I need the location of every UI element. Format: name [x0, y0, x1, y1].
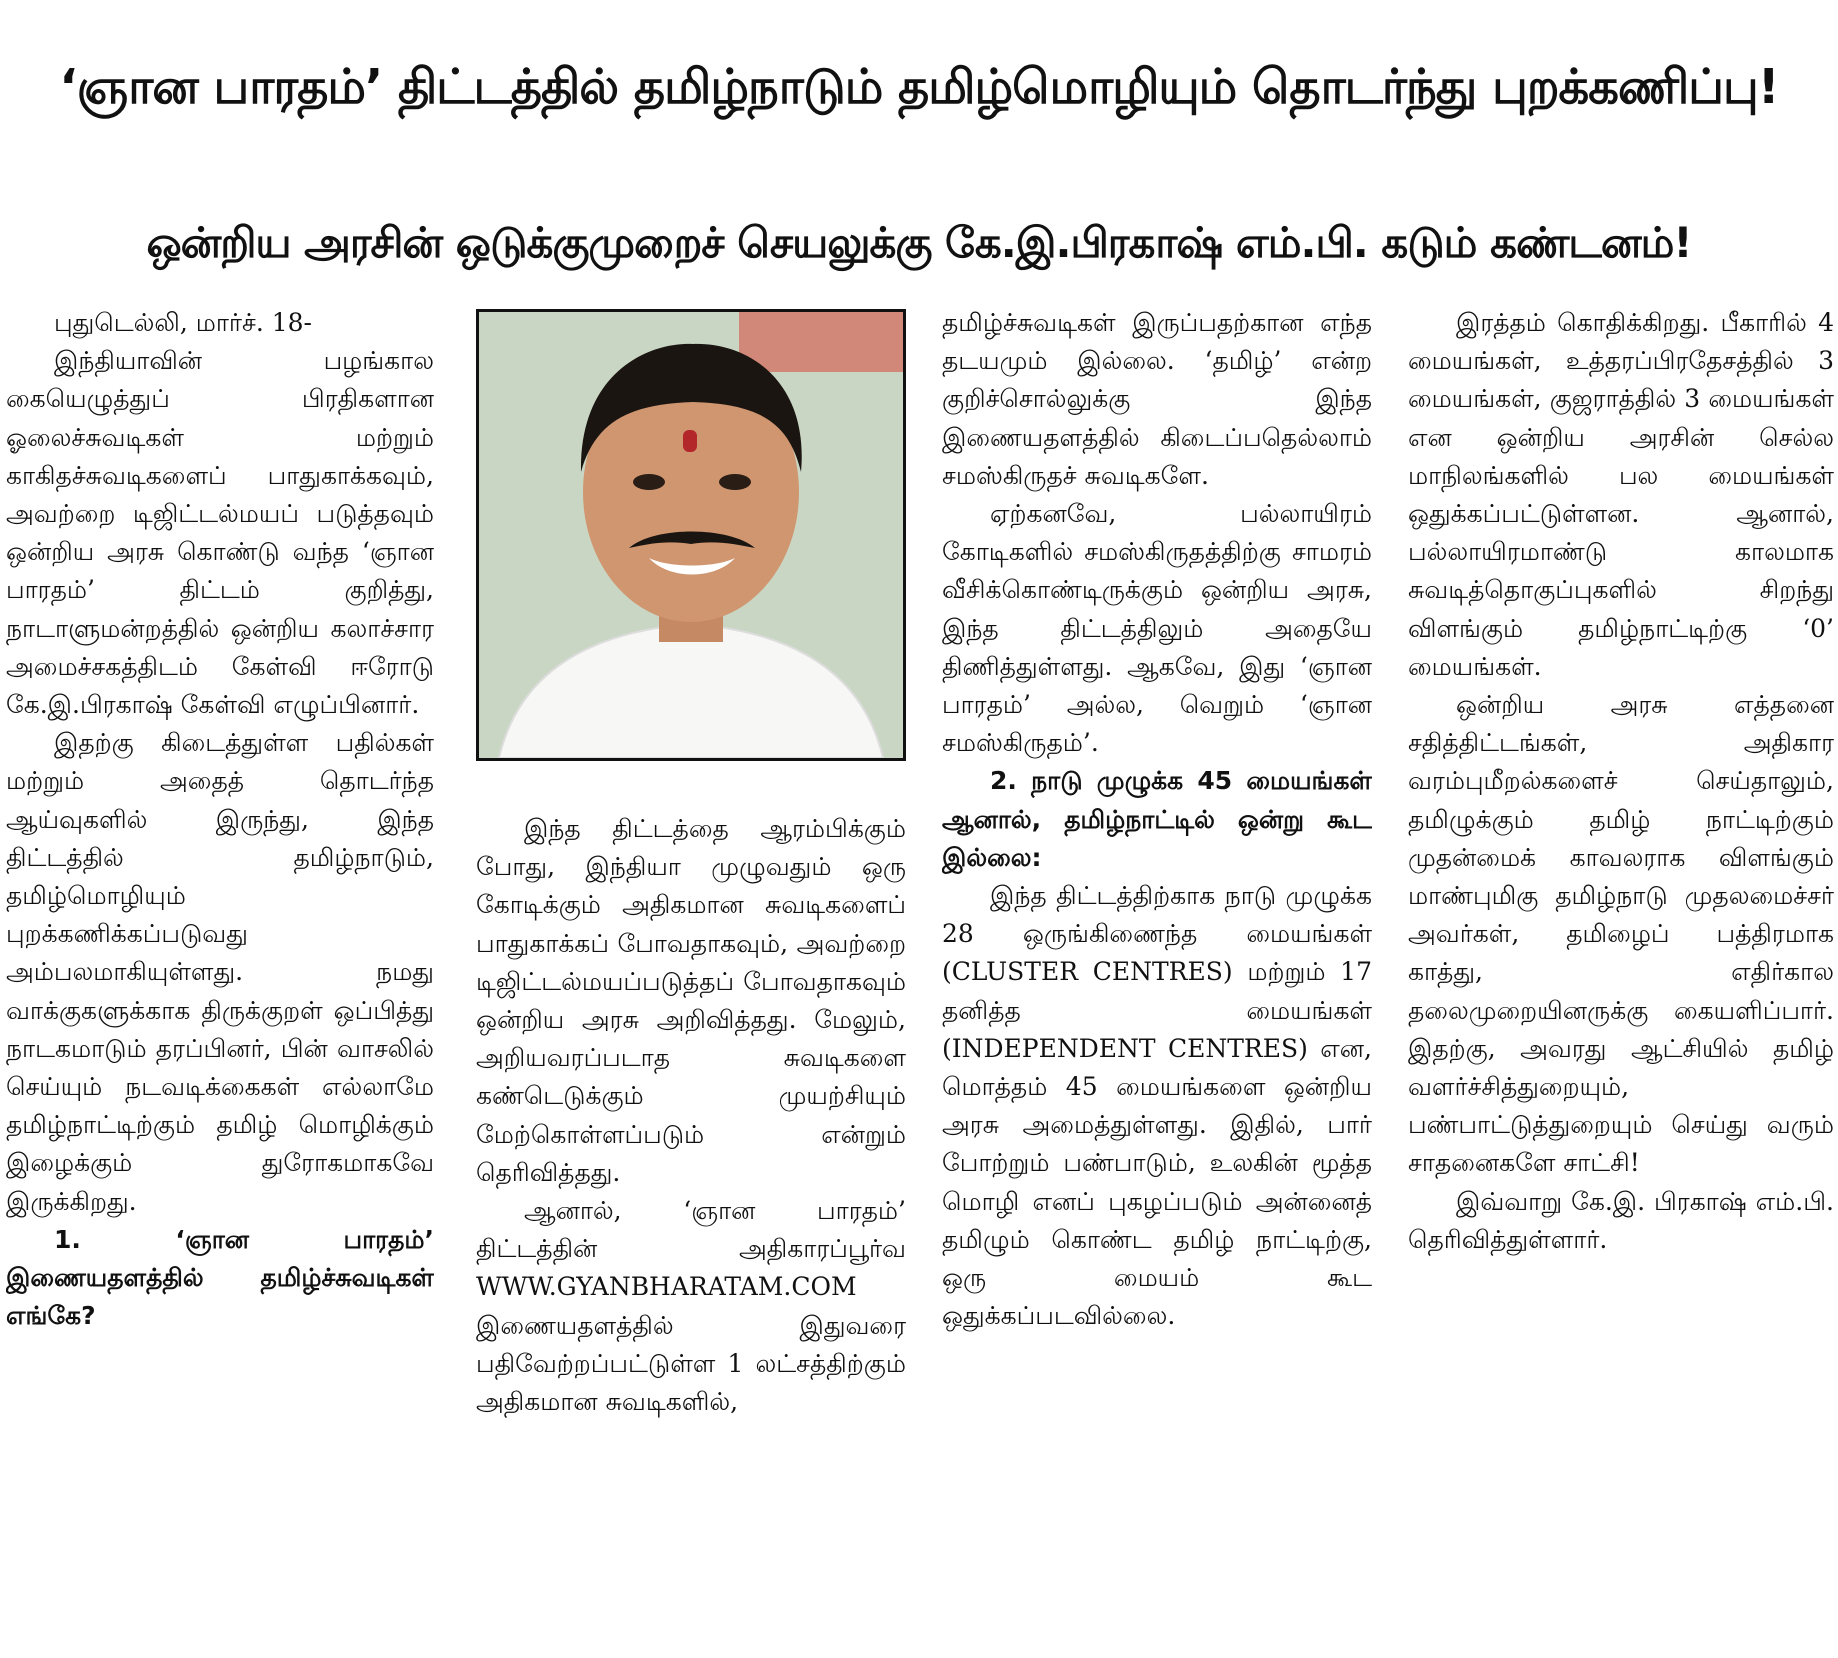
headline: ‘ஞான பாரதம்’ திட்டத்தில் தமிழ்நாடும் தமிழ்மொழியும் தொடர்ந்து புறக்கணிப்பு! — [59, 59, 1779, 115]
paragraph: தமிழ்ச்சுவடிகள் இருப்பதற்கான எந்த தடயமும் இல்லை. ‘தமிழ்’ என்ற குறிச்சொல்லுக்கு இந்த இணையதளத்தில் கிடைப்பதெல்லாம் சமஸ்கிருதச் சுவடிகளே. — [942, 308, 1372, 490]
section-heading: 2. நாடு முழுக்க 45 மையங்கள் ஆனால், தமிழ்நாட்டில் ஒன்று கூட இல்லை: — [942, 766, 1372, 872]
article-column-1 — [6, 304, 434, 1650]
paragraph: இந்த திட்டத்தை ஆரம்பிக்கும் போது, இந்தியா முழுவதும் ஒரு கோடிக்கும் அதிகமான சுவடிகளைப் பாதுகாக்கப் போவதாகவும், அவற்றை டிஜிட்டல்மயப்படுத்தப் போவதாகவும் ஒன்றிய அரசு அறிவித்தது. மேலும், அறியவரப்படாத சுவடிகளை கண்டெடுக்கும் முயற்சியும் மேற்கொள்ளப்படும் என்றும் தெரிவித்தது. — [476, 814, 906, 1187]
paragraph: ஏற்கனவே, பல்லாயிரம் கோடிகளில் சமஸ்கிருதத்திற்கு சாமரம் வீசிக்கொண்டிருக்கும் ஒன்றிய அரசு, இந்த திட்டத்திலும் அதையே திணித்துள்ளது. ஆகவே, இது ‘ஞான பாரதம்’ அல்ல, வெறும் ‘ஞான சமஸ்கிருதம்’. — [942, 499, 1372, 758]
portrait-photo-icon — [479, 312, 903, 758]
section-heading: 1. ‘ஞான பாரதம்’ இணையதளத்தில் தமிழ்ச்சுவடிகள் எங்கே? — [6, 1224, 434, 1331]
paragraph: இதற்கு கிடைத்துள்ள பதில்கள் மற்றும் அதைத் தொடர்ந்த ஆய்வுகளில் இருந்து, இந்த திட்டத்தில் தமிழ்நாடும், தமிழ்மொழியும் புறக்கணிக்கப்படுவது அம்பலமாகியுள்ளது. நமது வாக்குகளுக்காக திருக்குறள் ஒப்பித்து நாடகமாடும் தரப்பினர், பின் வாசலில் செய்யும் நடவடிக்கைகள் எல்லாமே தமிழ்நாட்டிற்கும் தமிழ் மொழிக்கும் இழைக்கும் துரோகமாகவே இருக்கிறது. — [6, 728, 434, 1216]
article-column-3 — [942, 304, 1372, 1650]
article-column-4 — [1408, 304, 1834, 1650]
paragraph: ஆனால், ‘ஞான பாரதம்’ திட்டத்தின் அதிகாரப்பூர்வ WWW.GYANBHARATAM.COM இணையதளத்தில் இதுவரை பதிவேற்றப்பட்டுள்ள 1 லட்சத்திற்கும் அதிகமான சுவடிகளில், — [476, 1196, 906, 1417]
subheadline: ஒன்றிய அரசின் ஒடுக்குமுறைச் செயலுக்கு கே.இ.பிரகாஷ் எம்.பி. கடும் கண்டனம்! — [146, 217, 1692, 267]
paragraph: ஒன்றிய அரசு எத்தனை சதித்திட்டங்கள், அதிகார வரம்புமீறல்களைச் செய்தாலும், தமிழுக்கும் தமிழ் நாட்டிற்கும் முதன்மைக் காவலராக விளங்கும் மாண்புமிகு தமிழ்நாடு முதலமைச்சர் அவர்கள், தமிழைப் பத்திரமாக காத்து, எதிர்கால தலைமுறையினருக்கு கையளிப்பார். இதற்கு, அவரது ஆட்சியில் தமிழ் வளர்ச்சித்துறையும், பண்பாட்டுத்துறையும் செய்து வரும் சாதனைகளே சாட்சி! — [1408, 690, 1834, 1178]
paragraph: இவ்வாறு கே.இ. பிரகாஷ் எம்.பி. தெரிவித்துள்ளார். — [1408, 1186, 1834, 1254]
article-column-2 — [476, 810, 906, 1650]
portrait-photo — [476, 309, 906, 761]
dateline: புதுடெல்லி, மார்ச். 18- — [54, 308, 312, 337]
paragraph: இந்தியாவின் பழங்கால கையெழுத்துப் பிரதிகளான ஓலைச்சுவடிகள் மற்றும் காகிதச்சுவடிகளைப் பாதுகாக்கவும், அவற்றை டிஜிட்டல்மயப் படுத்தவும் ஒன்றிய அரசு கொண்டு வந்த ‘ஞான பாரதம்’ திட்டம் குறித்து, நாடாளுமன்றத்தில் ஒன்றிய கலாச்சார அமைச்சகத்திடம் கேள்வி ஈரோடு கே.இ.பிரகாஷ் கேள்வி எழுப்பினார். — [6, 346, 434, 720]
paragraph: இரத்தம் கொதிக்கிறது. பீகாரில் 4 மையங்கள், உத்தரப்பிரதேசத்தில் 3 மையங்கள், குஜராத்தில் 3 மையங்கள் என ஒன்றிய அரசின் செல்ல மாநிலங்களில் பல மையங்கள் ஒதுக்கப்பட்டுள்ளன. ஆனால், பல்லாயிரமாண்டு காலமாக சுவடித்தொகுப்புகளில் சிறந்து விளங்கும் தமிழ்நாட்டிற்கு ‘0’ மையங்கள். — [1408, 308, 1834, 681]
paragraph: இந்த திட்டத்திற்காக நாடு முழுக்க 28 ஒருங்கிணைந்த மையங்கள் (CLUSTER CENTRES) மற்றும் 17 தனித்த மையங்கள் (INDEPENDENT CENTRES) என, மொத்தம் 45 மையங்களை ஒன்றிய அரசு அமைத்துள்ளது. இதில், பார் போற்றும் பண்பாடும், உலகின் மூத்த மொழி எனப் புகழப்படும் அன்னைத் தமிழும் கொண்ட தமிழ் நாட்டிற்கு, ஒரு மையம் கூட ஒதுக்கப்படவில்லை. — [942, 881, 1372, 1331]
